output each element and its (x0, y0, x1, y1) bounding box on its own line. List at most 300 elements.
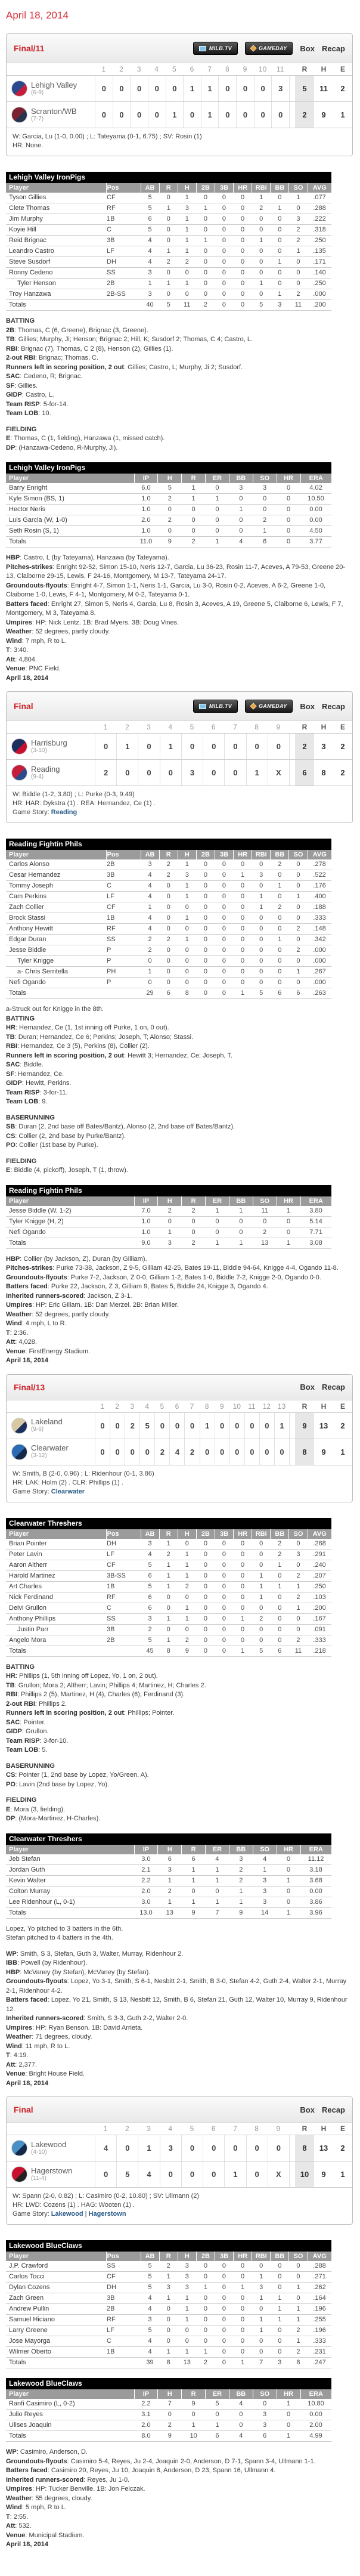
stat-cell: 0 (178, 2336, 196, 2347)
inning-score: 0 (130, 76, 148, 101)
stat-cell: 1 (271, 881, 289, 892)
stat-cell: 0 (215, 1646, 233, 1656)
stat-cell: 0 (159, 1603, 178, 1613)
table-row (6, 268, 331, 279)
inning-number: 2 (125, 723, 129, 731)
stat-cell: 29 (141, 988, 159, 999)
stat-cell: Ranfi Casimiro (L, 0-2) (6, 2399, 134, 2410)
stat-cell: 1.0 (134, 1227, 158, 1238)
game-story-link[interactable]: Clearwater (51, 1488, 85, 1495)
note-label: Weather (6, 628, 32, 635)
stat-cell: 1 (159, 1635, 178, 1646)
stat-cell: 0 (271, 2336, 289, 2347)
stat-cell: 2.0 (134, 2420, 158, 2431)
note-text: : Lopez, Yo 21, Smith, S 13, Nesbitt 12, Smith, B 6, Stefan 21, Guth 12, Walter 10, Murray 9, Ridenhour 12. (6, 1996, 347, 2013)
table-row (6, 2347, 331, 2358)
stat-cell: 0 (289, 859, 308, 870)
stat-cell: 0 (215, 289, 233, 300)
note-text: : Enright 4-7, Simon 1-1, Neris 1-1, Garcia, Lu 3-0, Rosin 0-2, Aceves, A 6-2, Greene 1-0, Claiborne 1-0, Lewis, F 4-1, Montgomery, M 0-2, Tateyama 0-1. (6, 582, 326, 598)
linescore-header-row (7, 63, 352, 75)
note-line (6, 2513, 352, 2522)
note-text: : 52 degrees, partly cloudy. (32, 628, 110, 635)
gameday-button[interactable] (245, 700, 293, 713)
note-line (6, 1737, 352, 1746)
table-row (6, 1886, 331, 1897)
stat-cell: 0 (159, 214, 178, 225)
stat-table-team-name: Clearwater Threshers (6, 1833, 331, 1845)
stat-cell: 3.18 (300, 1864, 331, 1875)
stat-cell: 0 (178, 1539, 196, 1550)
note-line (6, 664, 352, 674)
homerun-line: HR: HAR: Dykstra (1) . REA: Hernandez, Ce (1) . (13, 800, 156, 807)
note-label: E (6, 435, 11, 442)
stat-cell: 3 (289, 214, 308, 225)
stat-cell: 0 (196, 902, 215, 913)
stat-cell: 0 (215, 236, 233, 246)
stat-cell: Ronny Cedeno (6, 268, 106, 279)
stat-cell: 0 (215, 1560, 233, 1570)
stat-cell: 0 (215, 967, 233, 978)
team-name[interactable]: Reading (31, 764, 60, 774)
note-text: : Brignac (7), Thomas, C 2 (8), Henson (2), Gillies (1). (17, 345, 173, 352)
stat-cell: 2 (289, 1592, 308, 1603)
inning-score: 1 (166, 102, 184, 128)
stat-cell: 1 (159, 246, 178, 257)
note-text: : Casimiro, Anderson, D. (16, 2448, 88, 2456)
stat-cell: 2 (289, 2347, 308, 2358)
stat-cell: 0 (277, 1864, 300, 1875)
note-line (6, 1789, 352, 1796)
inning-scores (95, 76, 289, 101)
stat-cell: 1 (178, 892, 196, 902)
stat-table-team-name: Lakewood BlueClaws (6, 2240, 331, 2252)
stat-table (6, 1185, 331, 1249)
errors-total: 2 (340, 742, 345, 751)
table-row (6, 892, 331, 902)
inning-scores (95, 1439, 289, 1465)
stat-cell: 0 (234, 225, 252, 236)
stat-cell: 1 (289, 2336, 308, 2347)
stat-cell: 7 (206, 1907, 229, 1918)
recap-link[interactable]: Recap (321, 44, 345, 53)
stat-cell: 0 (289, 1613, 308, 1624)
stat-column-header: H (158, 2389, 182, 2399)
inning-score: 5 (139, 1413, 154, 1439)
stat-cell: 0 (178, 1592, 196, 1603)
note-text: : 7 mph, R to L. (21, 637, 67, 645)
note-text: : 3-for-10. (39, 1737, 69, 1745)
decision-line: W: Garcia, Lu (1-0, 0.00) ; L: Tateyama (0-1, 6.75) ; SV: Rosin (1) (13, 133, 202, 140)
stat-cell: 0 (159, 2315, 178, 2325)
table-row (6, 2272, 331, 2283)
inning-score: 1 (116, 734, 138, 759)
stat-cell: 0 (271, 246, 289, 257)
recap-link[interactable]: Recap (321, 2105, 345, 2114)
stat-cell: 3 (178, 2272, 196, 2283)
note-line (6, 2042, 352, 2052)
stat-cell: 1 (289, 246, 308, 257)
stat-cell: CF (106, 2272, 141, 2283)
stat-cell: 1B (106, 913, 141, 924)
note-text: : Hewitt, Perkins. (21, 1080, 72, 1087)
stat-cell: .140 (308, 268, 331, 279)
stat-cell: DH (106, 2283, 141, 2293)
stat-cell: 10.50 (300, 494, 331, 505)
game-summary-notes (7, 2187, 352, 2224)
stat-cell: 0 (215, 2358, 233, 2368)
stat-cell: 1 (252, 1581, 271, 1592)
stat-cell: 3.1 (134, 2410, 158, 2420)
stat-cell: 0 (229, 2410, 253, 2420)
stat-cell: 5 (141, 2283, 159, 2293)
stat-cell: 0 (252, 935, 271, 945)
inning-number: 7 (233, 723, 237, 731)
note-text: : Hewitt 3; Hernandez, Ce; Joseph, T. (124, 1052, 233, 1059)
note-label: Pitches-strikes (6, 563, 53, 571)
stat-cell: 0 (234, 193, 252, 203)
stat-table-team-name: Lehigh Valley IronPigs (6, 462, 331, 474)
team-cell (7, 1413, 95, 1439)
stat-cell: 0 (252, 859, 271, 870)
milbtv-button[interactable] (193, 700, 238, 713)
note-line (6, 1141, 352, 1151)
stat-cell: .196 (308, 2325, 331, 2336)
stat-cell: Tyler Knigge (6, 956, 106, 967)
team-name[interactable]: Lakeland (31, 1417, 63, 1426)
team-record: (6-9) (31, 89, 44, 96)
note-label: Inherited runners-scored (6, 2476, 84, 2484)
note-label: DP (6, 1815, 15, 1822)
stat-cell: 2 (289, 2325, 308, 2336)
stat-column-header: 3B (215, 2252, 233, 2261)
milbtv-button[interactable] (193, 42, 238, 55)
table-row (6, 526, 331, 537)
stat-cell: 0 (196, 892, 215, 902)
team-cell (7, 76, 95, 101)
table-row (6, 2325, 331, 2336)
table-row (6, 257, 331, 268)
stat-cell: 0 (215, 881, 233, 892)
team-name[interactable]: Lehigh Valley (31, 80, 77, 89)
team-cell (7, 1439, 95, 1465)
hits-total: 9 (321, 1447, 326, 1456)
stat-column-header: IP (134, 2389, 158, 2399)
stat-cell: 0 (178, 956, 196, 967)
stat-cell: 3 (229, 1854, 253, 1865)
stat-cell: CF (106, 1560, 141, 1570)
stat-cell: 4 (141, 2293, 159, 2304)
stat-cell: 0 (182, 1216, 206, 1227)
game-story-link[interactable]: Hagerstown (88, 2210, 126, 2218)
inning-number: 6 (211, 723, 216, 731)
box-link[interactable]: Box (300, 701, 315, 711)
team-name-wrap (31, 2167, 72, 2182)
note-line (6, 1255, 352, 1264)
stat-cell: 2 (141, 1624, 159, 1635)
diamond-icon (250, 45, 256, 51)
stat-cell: 0 (159, 978, 178, 988)
team-name[interactable]: Lakewood (31, 2139, 67, 2149)
gameday-button[interactable] (245, 42, 293, 55)
stat-cell: a- Chris Serritella (6, 967, 106, 978)
inning-number: 3 (147, 723, 151, 731)
linescore-gap (289, 63, 295, 75)
stat-cell: 0 (253, 494, 277, 505)
inning-score: 0 (181, 734, 203, 759)
inning-score: X (268, 2161, 289, 2187)
table-row (6, 2283, 331, 2293)
milbtv-button-label: MILB.TV (209, 703, 232, 709)
table-row (6, 246, 331, 257)
stat-column-header: H (178, 850, 196, 859)
stat-cell: Kevin Walter (6, 1875, 134, 1886)
stat-cell: 0 (215, 1603, 233, 1613)
stat-cell: 2 (289, 289, 308, 300)
inning-score: 0 (138, 760, 159, 786)
stat-cell: Tyler Knigge (H, 2) (6, 1216, 134, 1227)
team-name[interactable]: Harrisburg (31, 738, 67, 747)
stat-cell: LF (106, 246, 141, 257)
stat-cell: Reid Brignac (6, 236, 106, 246)
stat-cell: 0 (178, 945, 196, 956)
stat-cell: Brian Pointer (6, 1539, 106, 1550)
stat-cell: 0 (271, 2272, 289, 2283)
note-text: : Castro, L (by Tateyama), Hanzawa (by Tateyama). (20, 554, 169, 561)
stat-cell: 1 (271, 257, 289, 268)
stat-cell: 3.0 (134, 1897, 158, 1907)
stat-cell: 4 (141, 892, 159, 902)
note-text: : Phillips; Pointer. (124, 1709, 175, 1717)
note-line (6, 2531, 352, 2541)
note-line (6, 646, 352, 655)
stat-cell: 5 (141, 225, 159, 236)
stat-cell: .342 (308, 935, 331, 945)
stat-cell: 6 (182, 1854, 206, 1865)
inning-score: 0 (218, 76, 236, 101)
stat-column-header: 2B (196, 183, 215, 193)
stat-column-header: SO (253, 1845, 277, 1854)
stat-cell: 7.0 (134, 1206, 158, 1217)
note-text: : 3:40. (10, 647, 29, 654)
stat-cell: 0 (229, 2420, 253, 2431)
stat-cell: 0 (158, 1216, 182, 1227)
team-name[interactable]: Clearwater (31, 1443, 69, 1452)
note-label: RBI (6, 345, 17, 352)
stat-column-header: AB (141, 183, 159, 193)
stat-cell: 2 (271, 902, 289, 913)
stat-cell: 2.2 (134, 1875, 158, 1886)
stat-cell: 1 (178, 1560, 196, 1570)
stat-cell: 0 (196, 1613, 215, 1624)
stat-column-header: ERA (300, 474, 331, 483)
stat-cell: C (106, 2336, 141, 2347)
stat-cell: 0 (196, 1635, 215, 1646)
note-label: CS (6, 1132, 15, 1140)
stat-cell: 0 (159, 2304, 178, 2315)
box-link[interactable]: Box (300, 1383, 315, 1391)
game-story-link[interactable]: Lakewood (51, 2210, 83, 2218)
stat-cell: 3B (106, 1624, 141, 1635)
linescore (7, 63, 352, 128)
note-label: DP (6, 444, 15, 452)
stat-cell: 0 (234, 2336, 252, 2347)
stat-column-header: ER (206, 1845, 229, 1854)
stat-cell: 0 (196, 945, 215, 956)
note-line (6, 1122, 352, 1132)
team-name[interactable]: Hagerstown (31, 2166, 73, 2175)
team-logo (11, 738, 27, 754)
stat-cell: .333 (308, 913, 331, 924)
inning-number: 3 (136, 65, 141, 73)
note-line (6, 2448, 352, 2457)
inning-score: 2 (95, 760, 116, 786)
game-card-header (7, 34, 352, 63)
note-label: T (6, 647, 10, 654)
stat-cell: 1 (289, 1581, 308, 1592)
stat-cell: .171 (308, 257, 331, 268)
stat-table-header-row (6, 2389, 331, 2399)
stat-cell: 8.0 (134, 2431, 158, 2442)
stat-cell: .267 (308, 967, 331, 978)
stat-cell: 6.0 (134, 483, 158, 494)
table-row (6, 1613, 331, 1624)
stat-cell: 3.0 (134, 1854, 158, 1865)
stat-cell: 0 (277, 515, 300, 526)
note-line (6, 2494, 352, 2504)
stat-cell: 1 (252, 193, 271, 203)
stat-column-header: 2B (196, 1529, 215, 1539)
box-link[interactable]: Box (300, 2105, 315, 2114)
stat-column-header: AVG (308, 850, 331, 859)
stat-cell: 0 (271, 1613, 289, 1624)
inning-number: 7 (233, 2124, 237, 2133)
stat-cell: 4 (141, 924, 159, 935)
stat-cell: 1 (178, 859, 196, 870)
stat-cell: 3.80 (300, 1206, 331, 1217)
recap-link[interactable]: Recap (321, 1383, 345, 1391)
stat-cell: 0 (277, 483, 300, 494)
stat-cell: 0 (289, 935, 308, 945)
note-label: TB (6, 336, 15, 343)
stat-cell: 0 (215, 225, 233, 236)
stat-cell: 11 (289, 1646, 308, 1656)
stat-cell: 0 (196, 935, 215, 945)
decision-line: W: Spann (2-0, 0.82) ; L: Casimiro (0-2, 10.80) ; SV: Ullmann (2) (13, 2192, 200, 2200)
rhe-header: H (321, 1402, 327, 1411)
stat-cell: 1 (178, 913, 196, 924)
errors-total: 1 (340, 110, 345, 119)
stat-cell: Deivi Grullon (6, 1603, 106, 1613)
note-line (6, 1700, 352, 1709)
stat-cell: 5.14 (300, 1216, 331, 1227)
stat-cell: 4 (141, 870, 159, 881)
stat-cell: 3 (253, 1897, 277, 1907)
stat-cell: 0 (271, 913, 289, 924)
inning-number: 8 (255, 2124, 259, 2133)
table-row (6, 2261, 331, 2272)
stat-cell: 0 (215, 2315, 233, 2325)
stat-column-header: ER (206, 474, 229, 483)
stat-cell: 7.71 (300, 1227, 331, 1238)
stat-cell: .176 (308, 881, 331, 892)
note-text: : 55 degrees, cloudy. (32, 2494, 92, 2502)
stat-cell: 2 (289, 1635, 308, 1646)
stat-cell: Seth Rosin (S, 1) (6, 526, 134, 537)
team-name-wrap (31, 739, 67, 754)
stat-cell: 0 (141, 956, 159, 967)
note-line (6, 419, 352, 425)
note-text: : 532. (15, 2522, 32, 2529)
note-line (6, 1934, 352, 1943)
inning-score: 0 (259, 1439, 274, 1465)
stat-cell: 1 (252, 2293, 271, 2304)
stat-cell: 0 (206, 483, 229, 494)
team-cell (7, 2161, 95, 2187)
inning-number: 8 (255, 723, 259, 731)
recap-link[interactable]: Recap (321, 701, 345, 711)
box-link[interactable]: Box (300, 44, 315, 53)
inning-number: 8 (204, 1402, 209, 1411)
inning-score: 0 (110, 1413, 125, 1439)
stat-cell: Anthony Hewitt (6, 924, 106, 935)
stat-cell: 0 (158, 2410, 182, 2420)
game-story-link[interactable]: Reading (51, 809, 77, 816)
stat-cell: 4 (141, 2304, 159, 2315)
note-text: : Brignac; Thomas, C. (35, 354, 99, 361)
stat-cell: 3 (253, 2410, 277, 2420)
inning-score: 0 (218, 102, 236, 128)
team-name[interactable]: Scranton/WB (31, 106, 77, 116)
stat-cell: 1 (158, 1227, 182, 1238)
stat-cell: 0 (215, 892, 233, 902)
note-line (6, 1996, 352, 2014)
errors-total: 1 (340, 2170, 345, 2179)
stat-cell: .250 (308, 236, 331, 246)
note-line (6, 1097, 352, 1107)
team-cell (7, 2135, 95, 2161)
note-label: BASERUNNING (6, 1762, 55, 1770)
note-label: BASERUNNING (6, 1114, 55, 1121)
stat-cell: .400 (308, 892, 331, 902)
table-row (6, 193, 331, 203)
note-line (6, 1943, 352, 1950)
note-line (6, 1672, 352, 1681)
inning-score: 3 (181, 760, 203, 786)
inning-scores (95, 734, 289, 759)
table-row (6, 1646, 331, 1656)
stat-cell: 1 (277, 1206, 300, 1217)
note-label: April 18, 2014 (6, 1357, 48, 1364)
note-text: : Castro, L. (21, 391, 54, 398)
note-label: Team RISP (6, 400, 40, 408)
stat-cell: 0 (271, 193, 289, 203)
inning-scores (95, 760, 289, 786)
stat-cell: 1 (178, 935, 196, 945)
stat-cell: 0 (289, 870, 308, 881)
stat-column-header: IP (134, 1196, 158, 1206)
note-line (6, 1718, 352, 1728)
note-label: Pitches-strikes (6, 1264, 53, 1272)
rhe-headers (295, 63, 352, 75)
stat-cell: Dylan Cozens (6, 2283, 106, 2293)
stat-cell: 0 (234, 1603, 252, 1613)
stat-cell: Brock Stassi (6, 913, 106, 924)
stat-cell: 1 (289, 892, 308, 902)
table-row (6, 1227, 331, 1238)
team-record: (3-10) (31, 747, 47, 754)
stat-cell: SS (106, 268, 141, 279)
stat-cell: 0 (277, 1854, 300, 1865)
